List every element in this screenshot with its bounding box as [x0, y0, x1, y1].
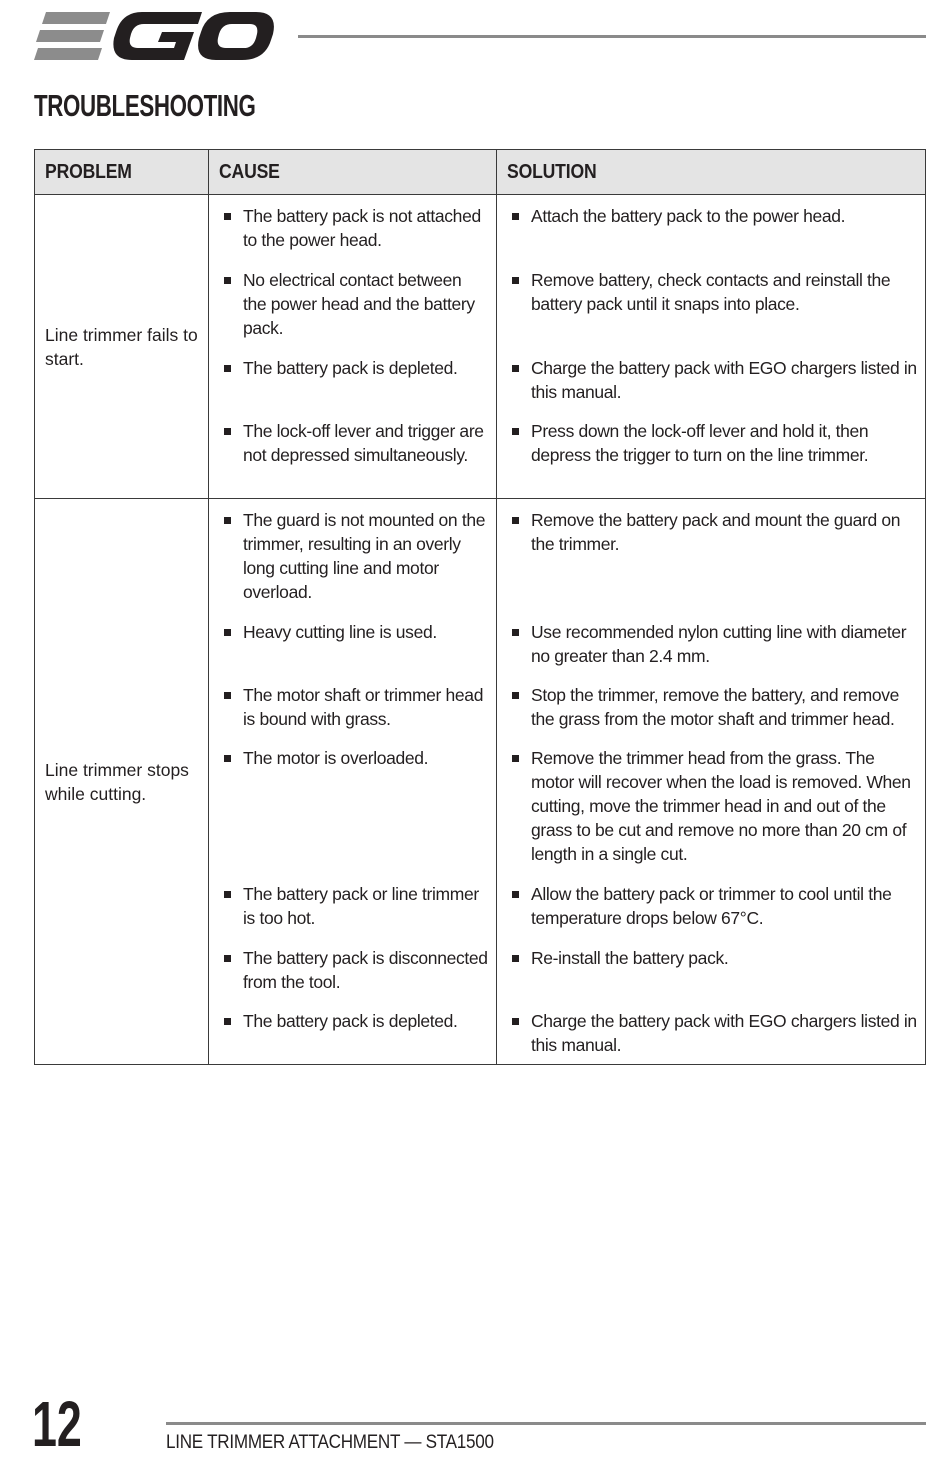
- table-row: [35, 499, 926, 1065]
- section-title: TROUBLESHOOTING: [34, 88, 256, 123]
- ego-logo: [34, 8, 274, 64]
- list-item: The battery pack is depleted.: [222, 1009, 489, 1057]
- solution-cell: [497, 195, 926, 499]
- table-header-row: [35, 150, 926, 195]
- list-item: The battery pack is not attached to the power head.: [222, 204, 489, 252]
- problem-column-header: PROBLEM: [35, 150, 209, 195]
- header-rule: [298, 35, 926, 38]
- list-item: Remove battery, check contacts and reinstall the battery pack until it snaps into place.: [510, 268, 918, 340]
- list-item: The battery pack or line trimmer is too hot.: [222, 882, 489, 930]
- footer-document-title: LINE TRIMMER ATTACHMENT — STA1500: [166, 1432, 494, 1453]
- cause-list: [210, 500, 495, 1063]
- list-item: Re-install the battery pack.: [510, 946, 918, 994]
- list-item: The motor shaft or trimmer head is bound with grass.: [222, 683, 489, 731]
- cause-column-header: CAUSE: [209, 150, 497, 195]
- list-item: Charge the battery pack with EGO chargers listed in this manual.: [510, 356, 918, 404]
- list-item: Allow the battery pack or trimmer to cool until the temperature drops below 67°C.: [510, 882, 918, 930]
- cause-list: [210, 196, 495, 497]
- list-item: The lock-off lever and trigger are not depressed simultaneously.: [222, 419, 489, 491]
- list-item: The motor is overloaded.: [222, 746, 489, 866]
- list-item: Use recommended nylon cutting line with diameter no greater than 2.4 mm.: [510, 620, 918, 668]
- table-row: [35, 195, 926, 499]
- list-item: The battery pack is disconnected from the tool.: [222, 946, 489, 994]
- list-item: Charge the battery pack with EGO chargers listed in this manual.: [510, 1009, 918, 1057]
- problem-cell: Line trimmer fails to start.: [35, 195, 209, 499]
- cause-cell: [209, 195, 497, 499]
- solution-list: [498, 196, 924, 497]
- list-item: Remove the battery pack and mount the guard on the trimmer.: [510, 508, 918, 604]
- solution-list: [498, 500, 924, 1063]
- list-item: Remove the trimmer head from the grass. The motor will recover when the load is removed. When cutting, move the trimmer head in and out of the grass to be cut and remove no more than 20 cm of length in a single cut.: [510, 746, 918, 866]
- list-item: Attach the battery pack to the power head.: [510, 204, 918, 252]
- list-item: Stop the trimmer, remove the battery, and remove the grass from the motor shaft and trimmer head.: [510, 683, 918, 731]
- page-number: 12: [32, 1388, 82, 1460]
- solution-column-header: SOLUTION: [497, 150, 926, 195]
- cause-cell: [209, 499, 497, 1065]
- list-item: No electrical contact between the power head and the battery pack.: [222, 268, 489, 340]
- solution-cell: [497, 499, 926, 1065]
- list-item: Heavy cutting line is used.: [222, 620, 489, 668]
- list-item: Press down the lock-off lever and hold it, then depress the trigger to turn on the line trimmer.: [510, 419, 918, 491]
- footer-rule: [166, 1422, 926, 1425]
- list-item: The battery pack is depleted.: [222, 356, 489, 404]
- troubleshooting-table: [34, 149, 926, 1065]
- problem-cell: Line trimmer stops while cutting.: [35, 499, 209, 1065]
- list-item: The guard is not mounted on the trimmer, resulting in an overly long cutting line and motor overload.: [222, 508, 489, 604]
